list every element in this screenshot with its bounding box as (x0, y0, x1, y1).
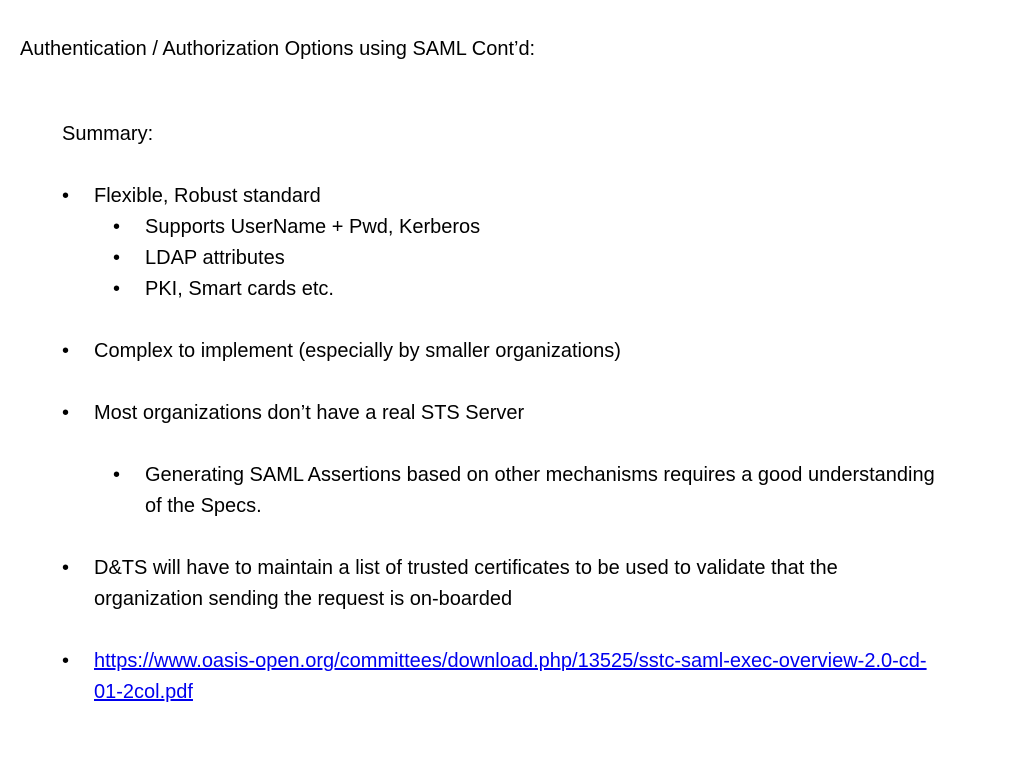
bullet-item-complex (62, 336, 942, 367)
bullet-dot: • (62, 402, 70, 424)
spacer (62, 429, 942, 460)
oasis-saml-overview-link[interactable]: https://www.oasis-open.org/committees/download.php/13525/sstc-saml-exec-overview-2.0-cd-01-2col.pdf (94, 650, 927, 703)
sub-bullet-text: Generating SAML Assertions based on other mechanisms requires a good understanding of the Specs. (145, 464, 935, 517)
bullet-dot: • (113, 464, 121, 486)
spacer (62, 615, 942, 646)
bullet-item-flexible (62, 181, 942, 212)
slide-content (62, 119, 942, 708)
sub-bullet-text: PKI, Smart cards etc. (145, 278, 334, 300)
spacer (62, 305, 942, 336)
bullet-dot: • (62, 557, 70, 579)
bullet-dot: • (113, 216, 121, 238)
spacer (62, 150, 942, 181)
spacer (62, 522, 942, 553)
bullet-text: Most organizations don’t have a real STS Server (94, 402, 525, 424)
sub-bullet-text: Supports UserName + Pwd, Kerberos (145, 216, 481, 238)
summary-heading: Summary: (62, 123, 154, 145)
sub-bullet-text: LDAP attributes (145, 247, 285, 269)
bullet-dot: • (113, 247, 121, 269)
bullet-item-link (62, 646, 942, 708)
bullet-dot: • (113, 278, 121, 300)
spacer (62, 367, 942, 398)
sub-bullet-item (62, 460, 942, 522)
bullet-item-sts (62, 398, 942, 429)
bullet-text: Flexible, Robust standard (94, 185, 321, 207)
bullet-text: Complex to implement (especially by smaller organizations) (94, 340, 621, 362)
bullet-item-certificates (62, 553, 942, 615)
bullet-dot: • (62, 650, 70, 672)
bullet-text: D&TS will have to maintain a list of trusted certificates to be used to validate that the organization sending the request is on-boarded (94, 557, 838, 610)
bullet-dot: • (62, 185, 70, 207)
slide-title: Authentication / Authorization Options using SAML Cont’d: (20, 38, 536, 60)
sub-bullet-item (62, 212, 942, 243)
sub-bullet-item (62, 274, 942, 305)
bullet-dot: • (62, 340, 70, 362)
sub-bullet-item (62, 243, 942, 274)
